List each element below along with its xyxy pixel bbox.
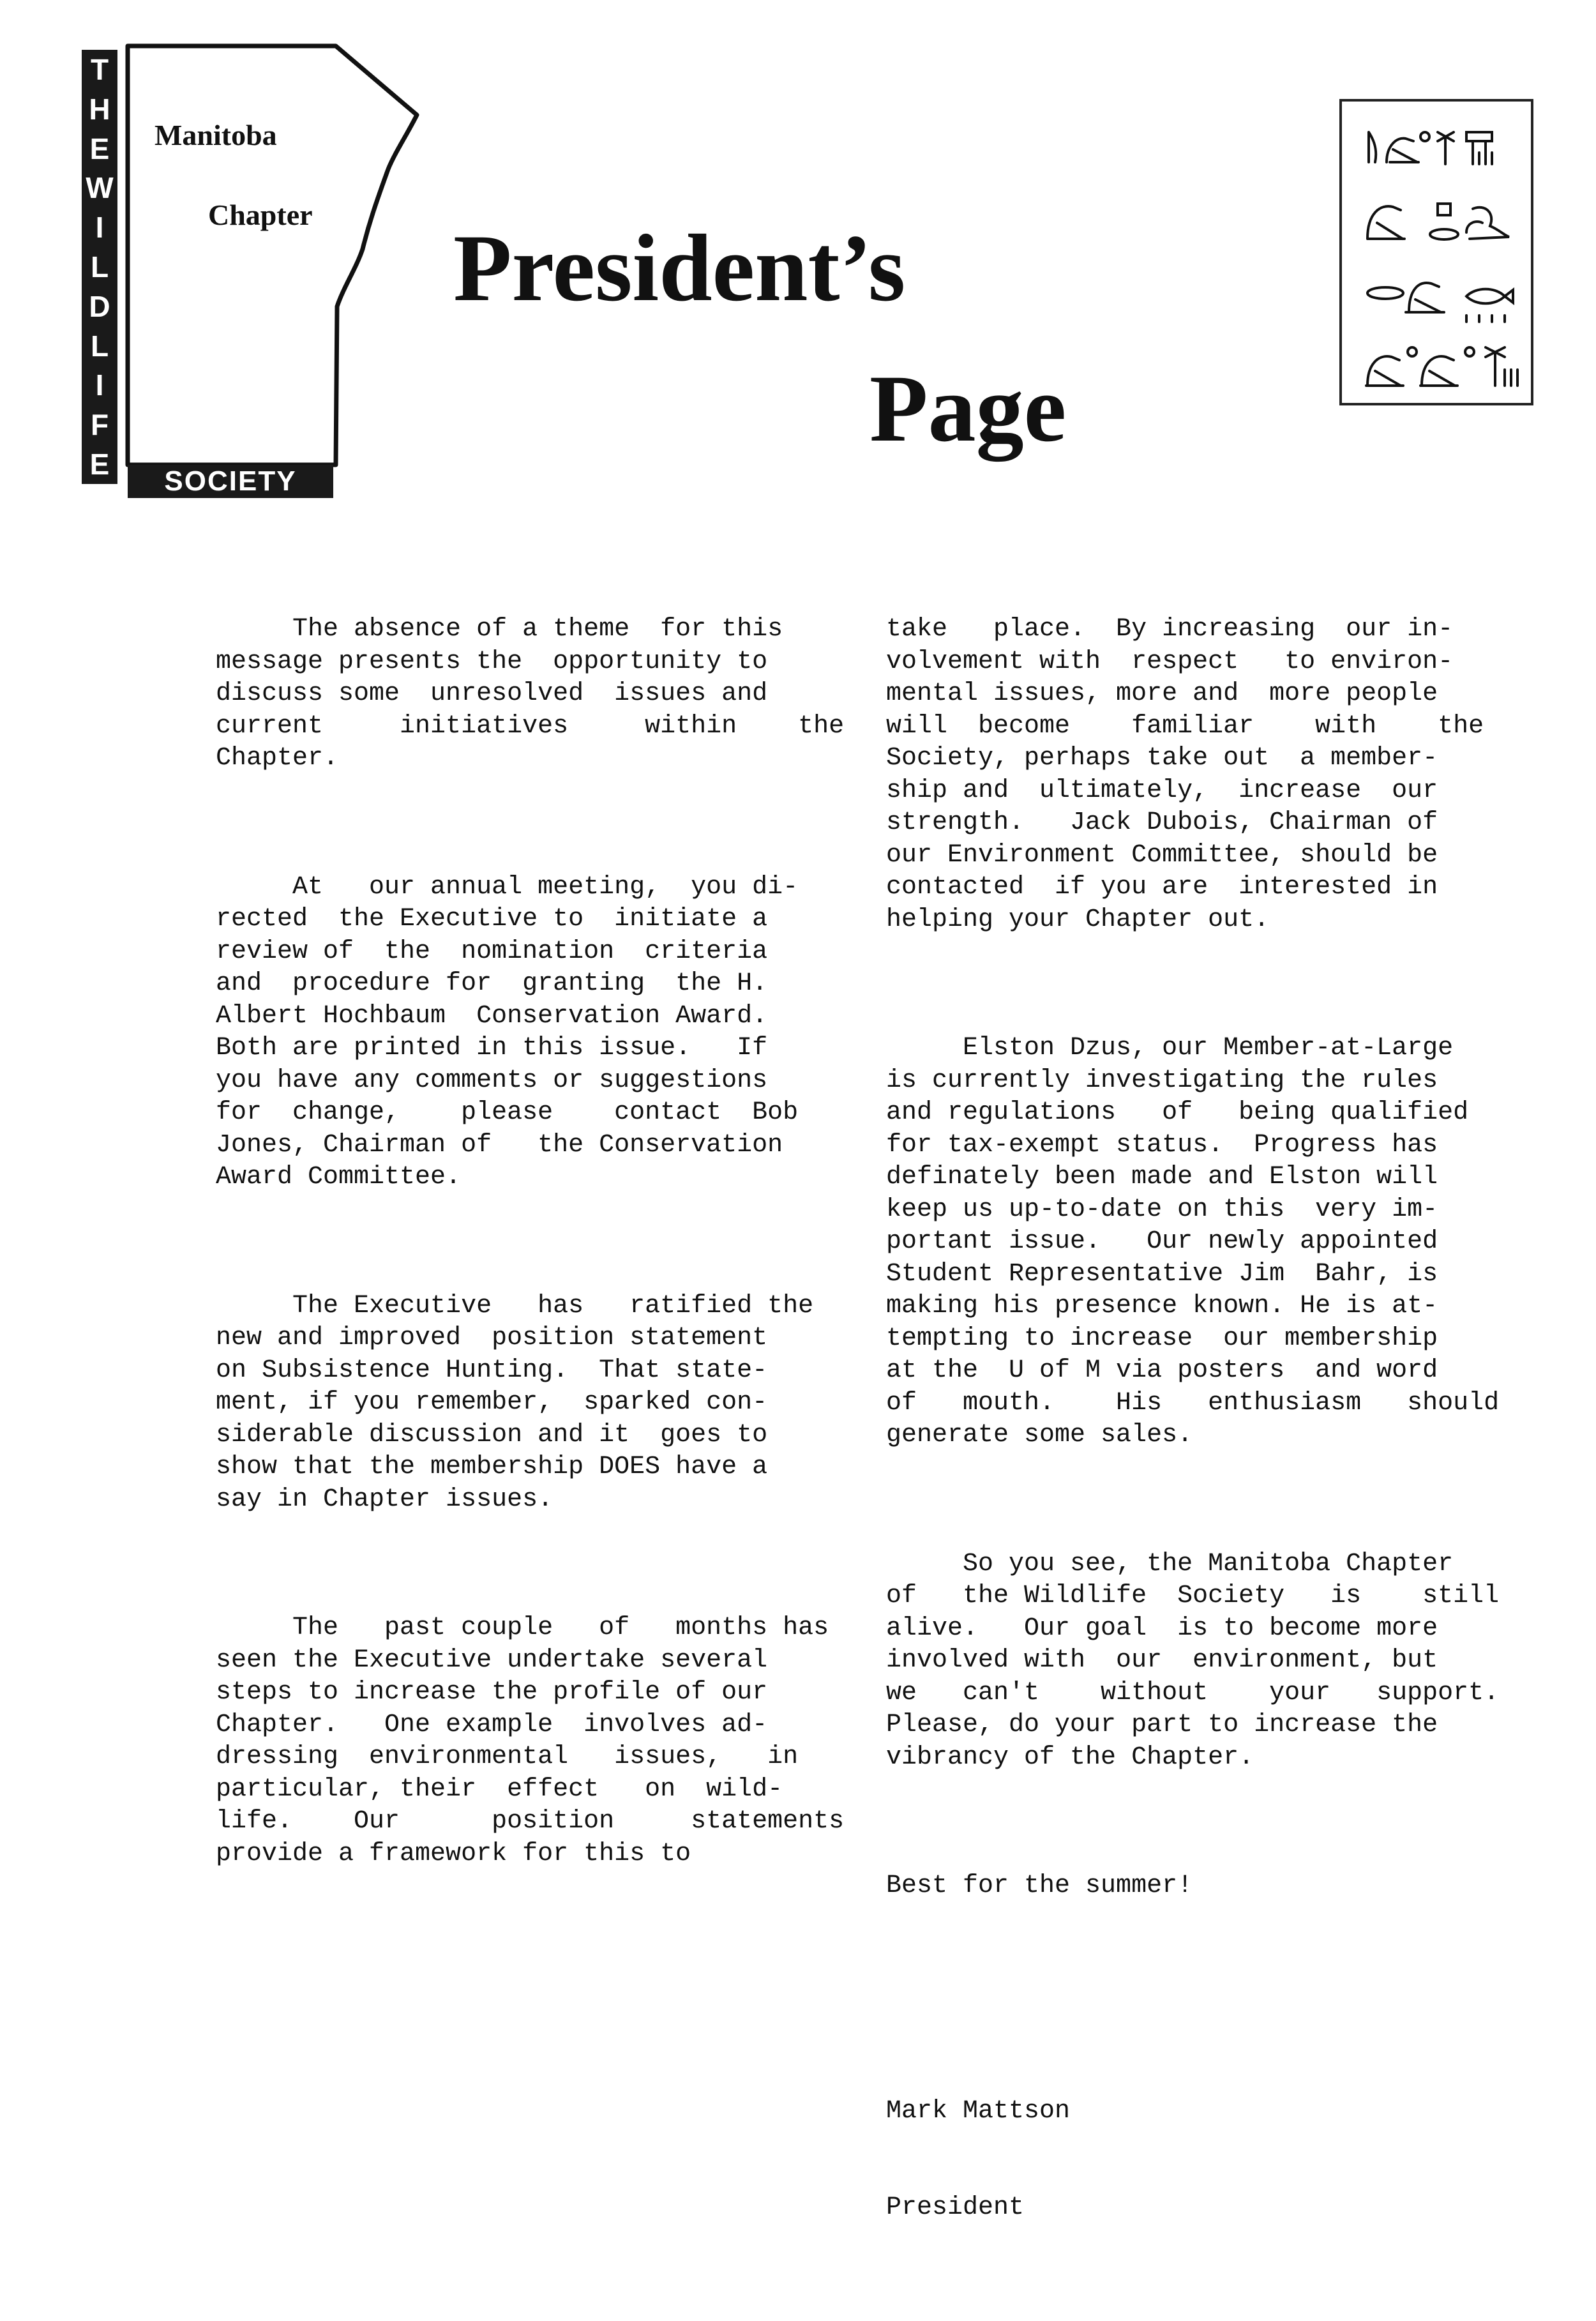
paragraph: At our annual meeting, you di- rected the Executive to initiate a review of the nomination criteria and procedure for granting the H. Albert Hochbaum Conservation Award. Both are printed in this issue. If you have any comments or suggestions for change, please contact Bob Jones, Chairman of the Conservation Award Committee. xyxy=(216,872,799,1191)
banner-letter: I xyxy=(95,368,104,402)
right-text-column xyxy=(886,549,1499,2321)
banner-letter: F xyxy=(90,408,109,442)
manitoba-map-outline xyxy=(75,38,433,498)
banner-letter: W xyxy=(86,171,114,205)
society-banner: SOCIETY xyxy=(128,465,333,498)
paragraph: The Executive has ratified the new and improved position statement on Subsistence Hunting. That state- ment, if you remember, sparked con- siderable discussion and it goes to show that the membership DOES have a say in Chapter issues. xyxy=(216,1291,814,1514)
signature-name: Mark Mattson xyxy=(886,2096,1071,2126)
banner-letter: D xyxy=(89,289,110,323)
banner-letter: I xyxy=(95,211,104,245)
paragraph: The past couple of months has seen the Executive undertake several steps to increase the profile of our Chapter. One example involves ad- dressing environmental issues, in particular, their effect on wild- life. Our position statements provide a framework for this to xyxy=(216,1614,845,1868)
logo-manitoba-label: Manitoba xyxy=(154,119,277,151)
signature-role: President xyxy=(886,2193,1025,2222)
hieroglyph-panel xyxy=(1339,99,1533,405)
paragraph: So you see, the Manitoba Chapter of the Wildlife Society is still alive. Our goal is to become more involved with our environment, but we can't without your support. Please, do your part to increase the vibrancy of the Chapter. xyxy=(886,1549,1500,1772)
banner-letter: L xyxy=(90,250,109,284)
paragraph: take place. By increasing our in- volvement with respect to environ- mental issues, more and more people will become familiar with the Society, perhaps take out a member- ship and ultimately, increase our strength. Jack Dubois, Chairman of our Environment Committee, should be contacted if you are interested in helping your Chapter out. xyxy=(886,615,1484,934)
banner-letter: T xyxy=(90,53,109,86)
closing-line: Best for the summer! xyxy=(886,1871,1193,1900)
page-title-page: Page xyxy=(870,356,1067,462)
hieroglyph-icon xyxy=(1342,102,1531,403)
page-title-presidents: President’s xyxy=(453,215,906,321)
banner-letter: E xyxy=(89,132,110,165)
logo-chapter-label: Chapter xyxy=(208,199,313,231)
signature-block xyxy=(886,2031,1499,2289)
banner-letter: H xyxy=(89,92,110,126)
banner-letter: L xyxy=(90,329,109,363)
left-text-column xyxy=(216,549,844,1935)
paragraph: The absence of a theme for this message presents the opportunity to discuss some unresolved issues and current initiatives within the Chapter. xyxy=(216,615,845,773)
wildlife-society-logo xyxy=(75,38,433,498)
banner-letter: E xyxy=(89,447,110,481)
paragraph: Elston Dzus, our Member-at-Large is currently investigating the rules and regulations of being qualified for tax-exempt status. Progress has definately been made and Elston will keep us up-to-date on this very im- portant issue. Our newly appointed Student Representative Jim Bahr, is making his presence known. He is at- tempting to increase our membership at the U of M via posters and word of mouth. His enthusiasm should generate some sales. xyxy=(886,1034,1500,1449)
the-wildlife-vertical-banner xyxy=(82,50,117,484)
